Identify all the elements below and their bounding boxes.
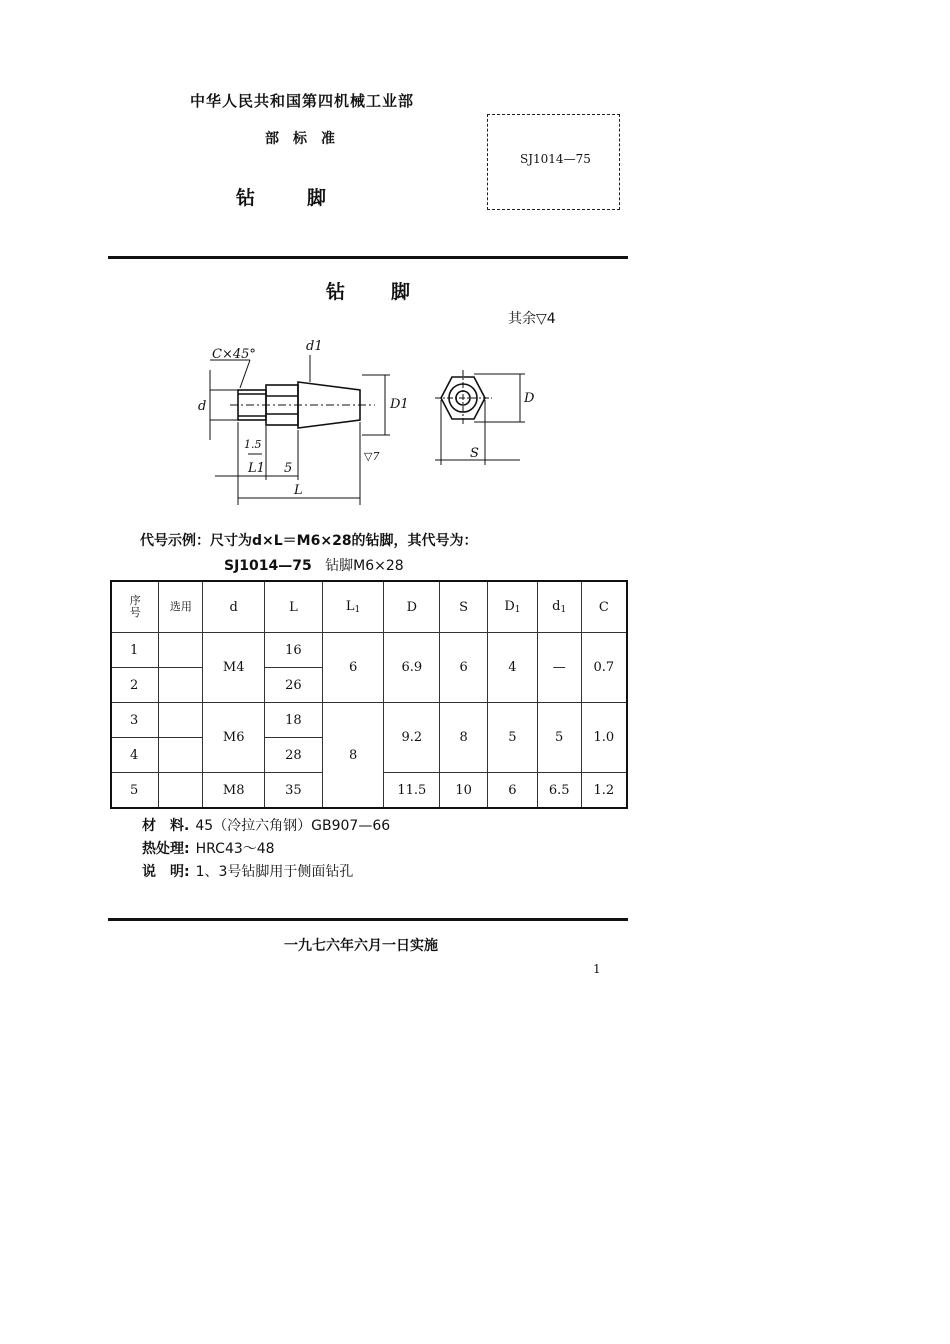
roughness-note: 其余▽4 — [508, 311, 556, 327]
label-taper: ▽7 — [364, 450, 380, 463]
standard-code-box — [487, 114, 620, 210]
table-cell: 35 — [265, 773, 323, 809]
table-cell: 5 — [537, 703, 581, 773]
material-note: 材 料. 45（冷拉六角钢）GB907—66 — [142, 818, 391, 834]
table-cell: 16 — [265, 633, 323, 668]
example-name: 钻脚M6×28 — [325, 558, 404, 574]
table-cell: 10 — [440, 773, 488, 809]
table-cell: M6 — [203, 703, 265, 773]
table-cell: 8 — [440, 703, 488, 773]
label-5: 5 — [284, 461, 293, 476]
table-cell: 8 — [322, 703, 384, 809]
ministry-name: 中华人民共和国第四机械工业部 — [190, 92, 415, 110]
example-code: SJ1014—75 — [224, 558, 312, 574]
standard-code: SJ1014—75 — [520, 152, 591, 166]
label-1-5: 1.5 — [244, 438, 262, 451]
table-cell: 6.5 — [537, 773, 581, 809]
table-cell — [159, 633, 203, 668]
table-cell: — — [537, 633, 581, 703]
heat-treatment-note: 热处理: HRC43～48 — [142, 841, 275, 857]
technical-drawing — [190, 330, 540, 520]
header-D: D — [384, 581, 440, 633]
header-title: 钻脚 — [236, 187, 379, 209]
table-header-row — [111, 581, 627, 633]
bottom-divider — [108, 918, 628, 921]
table-cell: 1.2 — [581, 773, 627, 809]
header-C: C — [581, 581, 627, 633]
table-cell: 4 — [111, 738, 159, 773]
remark-note: 说 明: 1、3号钻脚用于侧面钻孔 — [142, 864, 354, 880]
table-row — [111, 633, 627, 668]
table-cell: 5 — [111, 773, 159, 809]
header-L1: $L_1$ — [322, 581, 384, 633]
table-cell: 18 — [265, 703, 323, 738]
header-seq: 序号 — [111, 581, 159, 633]
header-L: L — [265, 581, 323, 633]
table-cell: M4 — [203, 633, 265, 703]
table-cell: 11.5 — [384, 773, 440, 809]
table-cell: 26 — [265, 668, 323, 703]
label-S: S — [470, 446, 479, 461]
label-D1: D1 — [390, 397, 409, 412]
page-title: 钻脚 — [326, 281, 457, 303]
label-d: d — [198, 399, 207, 414]
table-cell — [159, 703, 203, 738]
label-L: L — [294, 483, 303, 498]
header-S: S — [440, 581, 488, 633]
table-cell: 6.9 — [384, 633, 440, 703]
implementation-date: 一九七六年六月一日实施 — [284, 938, 438, 954]
spec-table — [110, 580, 628, 809]
table-cell: 28 — [265, 738, 323, 773]
header-d: d — [203, 581, 265, 633]
label-d1: d1 — [306, 339, 323, 354]
table-cell: 0.7 — [581, 633, 627, 703]
table-cell: 4 — [488, 633, 538, 703]
table-cell — [159, 738, 203, 773]
table-row — [111, 703, 627, 738]
label-D: D — [524, 391, 535, 406]
standard-type: 部标准 — [265, 131, 349, 147]
table-cell — [159, 668, 203, 703]
code-example-line1: 代号示例：尺寸为d×L＝M6×28的钻脚，其代号为： — [140, 533, 478, 549]
header-D1: $D_1$ — [488, 581, 538, 633]
page-number: 1 — [593, 962, 601, 976]
header-d1: $d_1$ — [537, 581, 581, 633]
table-cell: 1.0 — [581, 703, 627, 773]
table-cell: 2 — [111, 668, 159, 703]
table-cell: 6 — [322, 633, 384, 703]
header-select: 选用 — [159, 581, 203, 633]
table-cell: M8 — [203, 773, 265, 809]
table-cell: 6 — [440, 633, 488, 703]
code-example-line2 — [224, 555, 404, 575]
table-cell: 9.2 — [384, 703, 440, 773]
table-cell: 6 — [488, 773, 538, 809]
label-L1: L1 — [248, 461, 265, 476]
table-cell: 5 — [488, 703, 538, 773]
table-cell: 1 — [111, 633, 159, 668]
label-chamfer: C×45° — [212, 347, 256, 362]
table-cell — [159, 773, 203, 809]
table-cell: 3 — [111, 703, 159, 738]
top-divider — [108, 256, 628, 259]
